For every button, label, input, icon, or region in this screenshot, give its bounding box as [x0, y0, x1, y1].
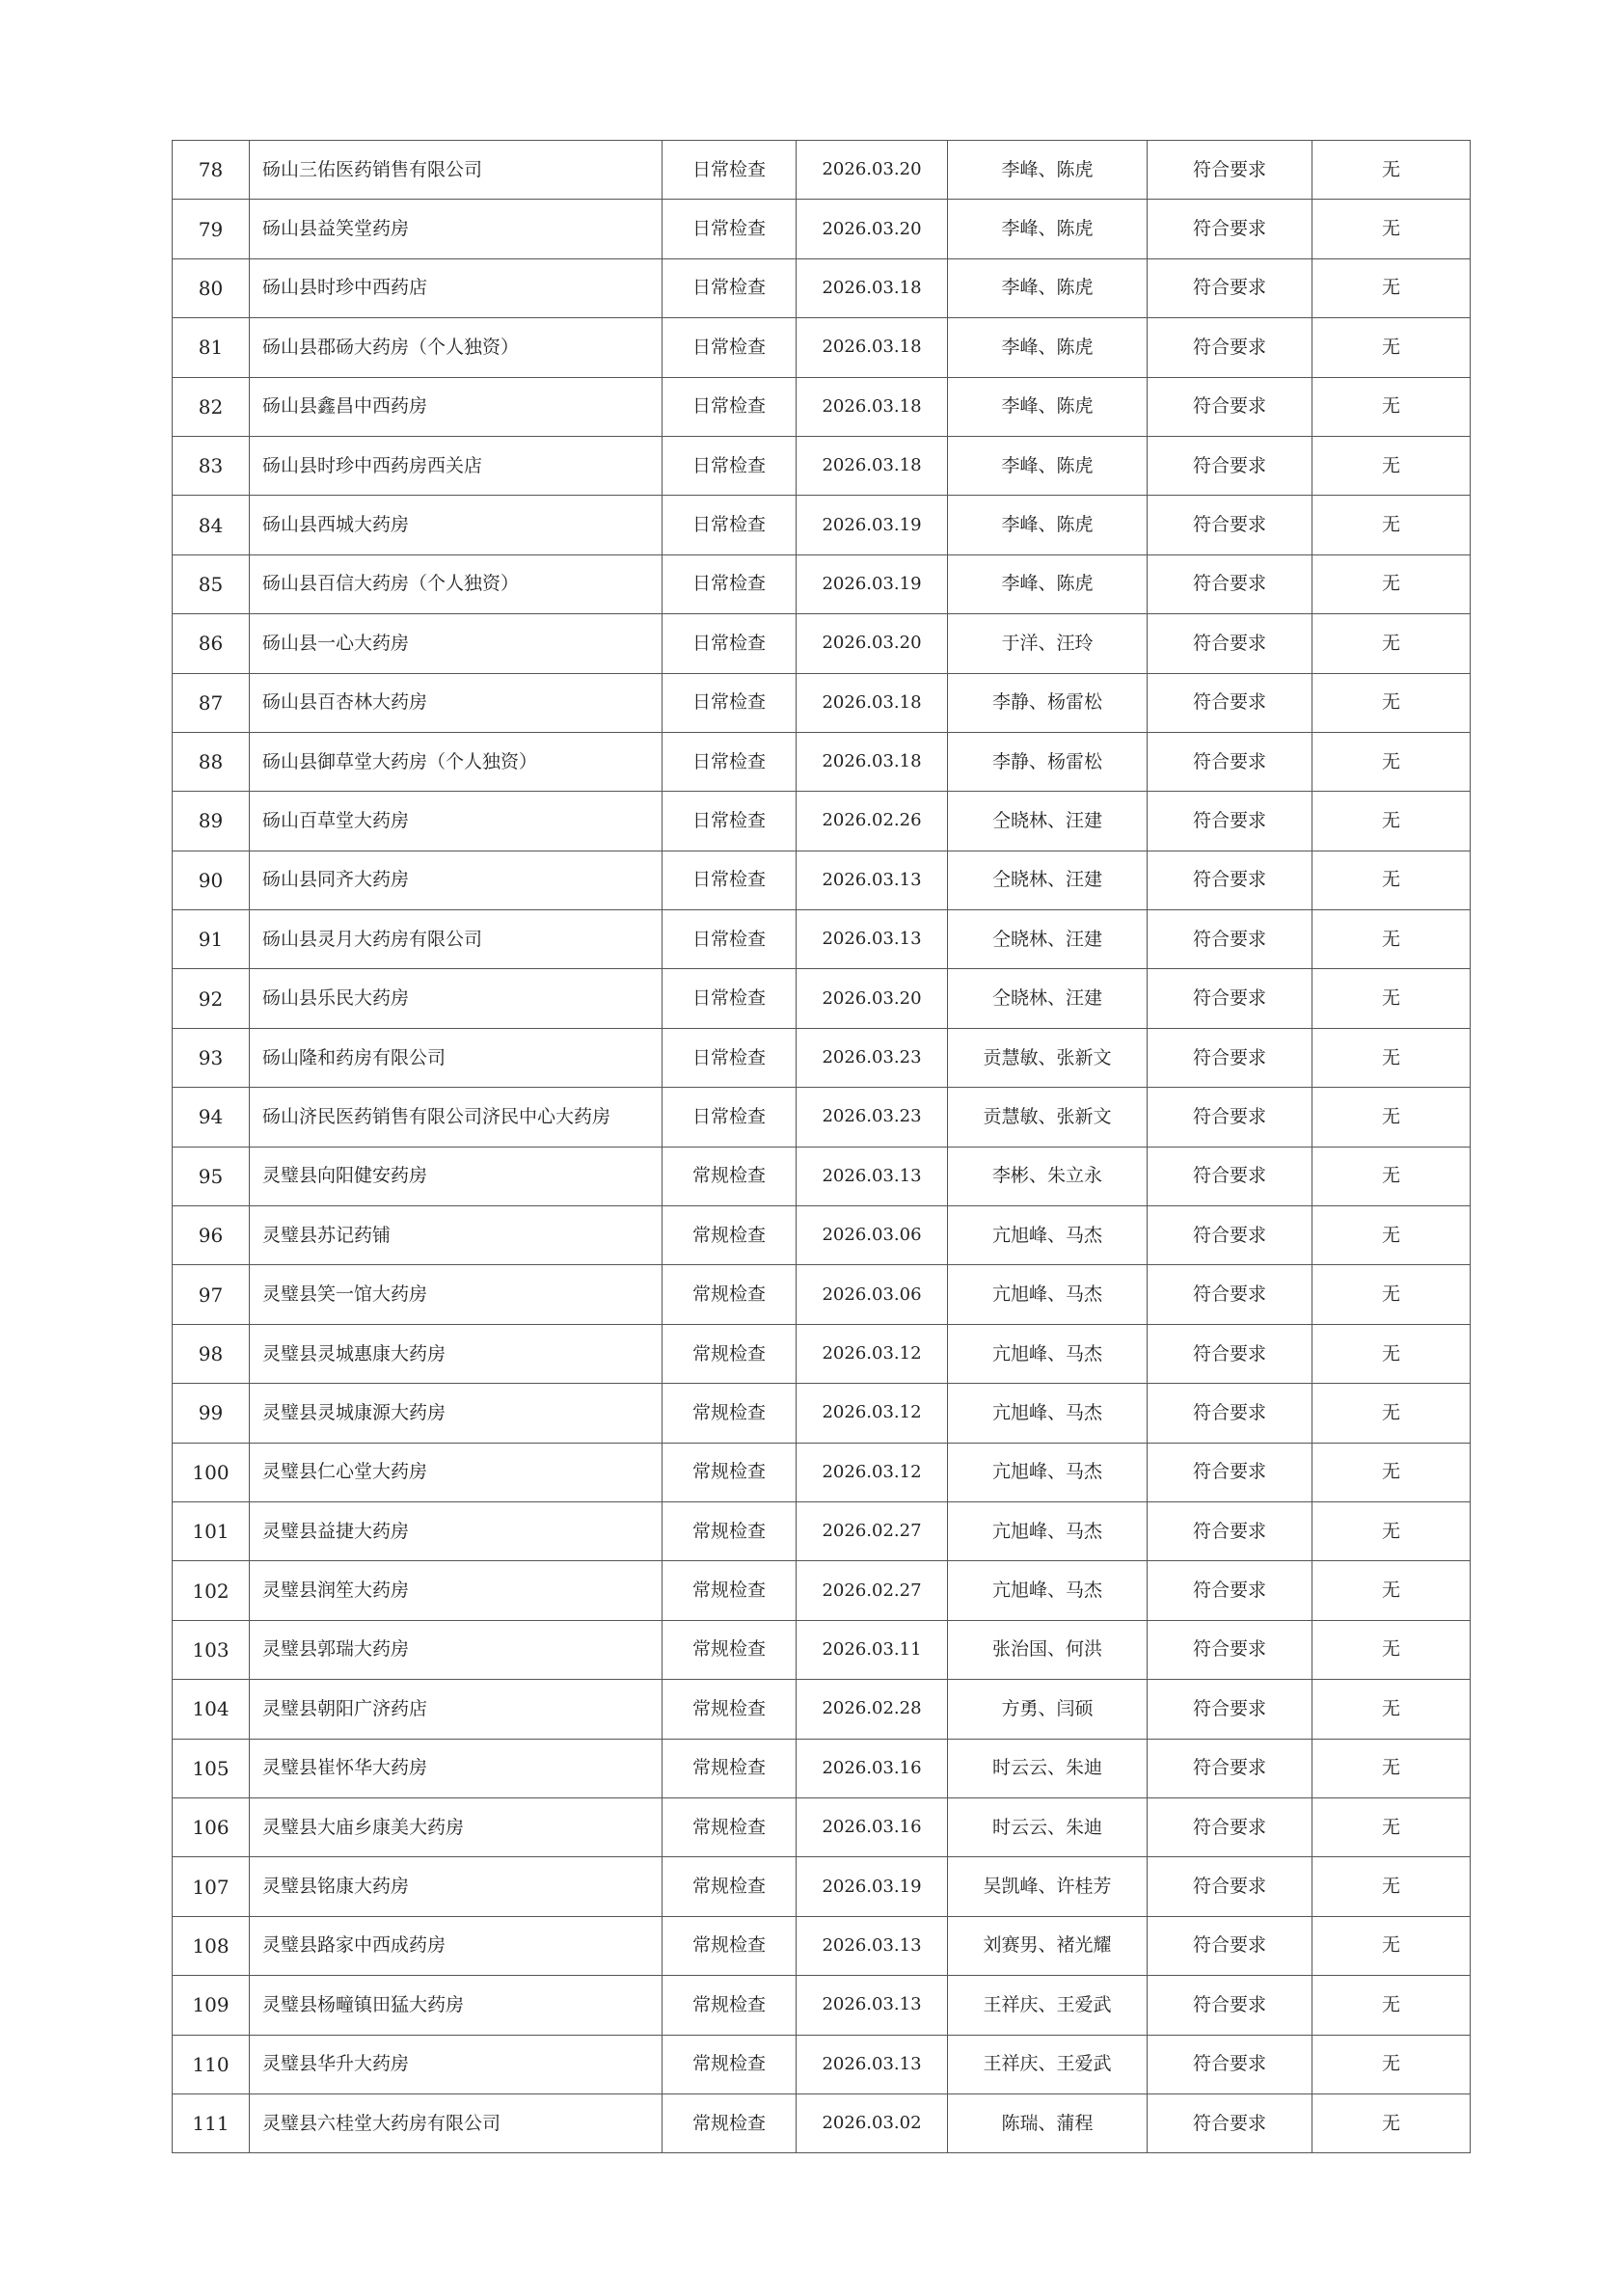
pharmacy-name: 砀山县时珍中西药房西关店: [250, 436, 663, 495]
inspection-type: 日常检查: [663, 200, 797, 258]
pharmacy-name: 灵璧县向阳健安药房: [250, 1147, 663, 1205]
remark: 无: [1312, 1443, 1471, 1501]
row-number: 82: [173, 377, 250, 436]
inspection-type: 日常检查: [663, 377, 797, 436]
inspection-result: 符合要求: [1148, 496, 1312, 554]
table-row: [173, 436, 1471, 495]
inspection-date: 2026.03.13: [797, 1916, 948, 1975]
row-number: 88: [173, 732, 250, 791]
remark: 无: [1312, 1561, 1471, 1620]
row-number: 102: [173, 1561, 250, 1620]
inspectors: 李峰、陈虎: [948, 436, 1148, 495]
inspection-date: 2026.03.16: [797, 1739, 948, 1797]
inspection-result: 符合要求: [1148, 1857, 1312, 1916]
inspectors: 贡慧敏、张新文: [948, 1028, 1148, 1087]
remark: 无: [1312, 1620, 1471, 1679]
table-row: [173, 1028, 1471, 1087]
inspection-date: 2026.03.20: [797, 969, 948, 1028]
row-number: 92: [173, 969, 250, 1028]
pharmacy-name: 砀山济民医药销售有限公司济民中心大药房: [250, 1088, 663, 1147]
pharmacy-name: 砀山县百杏林大药房: [250, 673, 663, 732]
inspection-type: 日常检查: [663, 554, 797, 613]
remark: 无: [1312, 732, 1471, 791]
inspection-date: 2026.03.12: [797, 1384, 948, 1443]
remark: 无: [1312, 318, 1471, 377]
inspection-date: 2026.02.26: [797, 792, 948, 851]
table-row: [173, 1976, 1471, 2035]
inspection-date: 2026.03.06: [797, 1206, 948, 1265]
row-number: 84: [173, 496, 250, 554]
table-row: [173, 1857, 1471, 1916]
inspection-date: 2026.03.20: [797, 141, 948, 200]
inspection-result: 符合要求: [1148, 1620, 1312, 1679]
table-row: [173, 1324, 1471, 1383]
row-number: 81: [173, 318, 250, 377]
inspection-result: 符合要求: [1148, 969, 1312, 1028]
inspection-type: 日常检查: [663, 673, 797, 732]
inspectors: 李峰、陈虎: [948, 318, 1148, 377]
row-number: 109: [173, 1976, 250, 2035]
inspection-type: 常规检查: [663, 1265, 797, 1324]
inspection-date: 2026.03.06: [797, 1265, 948, 1324]
inspection-date: 2026.03.23: [797, 1028, 948, 1087]
inspection-date: 2026.03.18: [797, 258, 948, 317]
inspection-type: 常规检查: [663, 1324, 797, 1383]
inspection-result: 符合要求: [1148, 1265, 1312, 1324]
row-number: 96: [173, 1206, 250, 1265]
remark: 无: [1312, 1088, 1471, 1147]
inspectors: 时云云、朱迪: [948, 1797, 1148, 1856]
remark: 无: [1312, 1147, 1471, 1205]
remark: 无: [1312, 1916, 1471, 1975]
row-number: 108: [173, 1916, 250, 1975]
pharmacy-name: 砀山县百信大药房（个人独资）: [250, 554, 663, 613]
table-body: [173, 141, 1471, 2153]
pharmacy-name: 灵璧县灵城康源大药房: [250, 1384, 663, 1443]
inspection-date: 2026.03.13: [797, 1976, 948, 2035]
inspectors: 亢旭峰、马杰: [948, 1384, 1148, 1443]
row-number: 79: [173, 200, 250, 258]
inspection-date: 2026.03.12: [797, 1443, 948, 1501]
table-row: [173, 969, 1471, 1028]
remark: 无: [1312, 2093, 1471, 2152]
pharmacy-name: 砀山县鑫昌中西药房: [250, 377, 663, 436]
table-row: [173, 258, 1471, 317]
remark: 无: [1312, 1680, 1471, 1739]
remark: 无: [1312, 910, 1471, 969]
table-row: [173, 1265, 1471, 1324]
inspectors: 李峰、陈虎: [948, 200, 1148, 258]
inspectors: 时云云、朱迪: [948, 1739, 1148, 1797]
table-row: [173, 141, 1471, 200]
remark: 无: [1312, 1501, 1471, 1560]
inspection-type: 日常检查: [663, 496, 797, 554]
table-row: [173, 1206, 1471, 1265]
pharmacy-name: 砀山县御草堂大药房（个人独资）: [250, 732, 663, 791]
inspection-result: 符合要求: [1148, 1501, 1312, 1560]
inspection-type: 常规检查: [663, 1797, 797, 1856]
inspection-date: 2026.03.13: [797, 1147, 948, 1205]
remark: 无: [1312, 673, 1471, 732]
pharmacy-name: 灵璧县灵城惠康大药房: [250, 1324, 663, 1383]
table-row: [173, 732, 1471, 791]
inspection-result: 符合要求: [1148, 377, 1312, 436]
inspection-date: 2026.03.18: [797, 673, 948, 732]
inspection-result: 符合要求: [1148, 1028, 1312, 1087]
inspectors: 李峰、陈虎: [948, 258, 1148, 317]
table-row: [173, 1620, 1471, 1679]
inspection-type: 日常检查: [663, 851, 797, 909]
remark: 无: [1312, 258, 1471, 317]
inspection-date: 2026.03.18: [797, 318, 948, 377]
inspection-type: 常规检查: [663, 1206, 797, 1265]
inspection-date: 2026.03.20: [797, 200, 948, 258]
inspection-date: 2026.03.16: [797, 1797, 948, 1856]
pharmacy-name: 砀山县灵月大药房有限公司: [250, 910, 663, 969]
remark: 无: [1312, 554, 1471, 613]
inspectors: 仝晓林、汪建: [948, 969, 1148, 1028]
inspection-result: 符合要求: [1148, 318, 1312, 377]
table-row: [173, 910, 1471, 969]
row-number: 80: [173, 258, 250, 317]
inspectors: 张治国、何洪: [948, 1620, 1148, 1679]
inspection-type: 日常检查: [663, 141, 797, 200]
inspection-result: 符合要求: [1148, 1206, 1312, 1265]
row-number: 85: [173, 554, 250, 613]
inspection-result: 符合要求: [1148, 258, 1312, 317]
remark: 无: [1312, 1857, 1471, 1916]
inspection-type: 常规检查: [663, 1976, 797, 2035]
inspection-date: 2026.03.20: [797, 614, 948, 673]
row-number: 98: [173, 1324, 250, 1383]
pharmacy-name: 砀山县一心大药房: [250, 614, 663, 673]
row-number: 91: [173, 910, 250, 969]
inspection-type: 常规检查: [663, 1384, 797, 1443]
inspection-type: 日常检查: [663, 258, 797, 317]
remark: 无: [1312, 1797, 1471, 1856]
pharmacy-name: 灵璧县润笙大药房: [250, 1561, 663, 1620]
pharmacy-name: 砀山县时珍中西药店: [250, 258, 663, 317]
inspection-date: 2026.03.19: [797, 1857, 948, 1916]
table-row: [173, 318, 1471, 377]
inspectors: 于洋、汪玲: [948, 614, 1148, 673]
pharmacy-name: 灵璧县益捷大药房: [250, 1501, 663, 1560]
remark: 无: [1312, 1324, 1471, 1383]
inspection-result: 符合要求: [1148, 1916, 1312, 1975]
row-number: 93: [173, 1028, 250, 1087]
remark: 无: [1312, 1976, 1471, 2035]
inspection-date: 2026.02.27: [797, 1501, 948, 1560]
table-row: [173, 1561, 1471, 1620]
row-number: 97: [173, 1265, 250, 1324]
table-row: [173, 792, 1471, 851]
remark: 无: [1312, 851, 1471, 909]
remark: 无: [1312, 496, 1471, 554]
inspection-type: 常规检查: [663, 2093, 797, 2152]
row-number: 103: [173, 1620, 250, 1679]
inspection-result: 符合要求: [1148, 1443, 1312, 1501]
inspectors: 贡慧敏、张新文: [948, 1088, 1148, 1147]
pharmacy-name: 砀山三佑医药销售有限公司: [250, 141, 663, 200]
inspection-type: 常规检查: [663, 1680, 797, 1739]
remark: 无: [1312, 969, 1471, 1028]
pharmacy-name: 灵璧县仁心堂大药房: [250, 1443, 663, 1501]
remark: 无: [1312, 1265, 1471, 1324]
inspectors: 刘赛男、褚光耀: [948, 1916, 1148, 1975]
inspectors: 亢旭峰、马杰: [948, 1265, 1148, 1324]
row-number: 100: [173, 1443, 250, 1501]
pharmacy-name: 灵璧县大庙乡康美大药房: [250, 1797, 663, 1856]
inspection-date: 2026.03.18: [797, 377, 948, 436]
inspectors: 亢旭峰、马杰: [948, 1324, 1148, 1383]
inspectors: 亢旭峰、马杰: [948, 1561, 1148, 1620]
row-number: 111: [173, 2093, 250, 2152]
table-row: [173, 851, 1471, 909]
table-row: [173, 1443, 1471, 1501]
inspection-date: 2026.03.19: [797, 496, 948, 554]
inspection-result: 符合要求: [1148, 1797, 1312, 1856]
row-number: 78: [173, 141, 250, 200]
inspection-type: 常规检查: [663, 1857, 797, 1916]
inspection-date: 2026.03.23: [797, 1088, 948, 1147]
inspection-type: 常规检查: [663, 1739, 797, 1797]
row-number: 89: [173, 792, 250, 851]
inspectors: 王祥庆、王爱武: [948, 1976, 1148, 2035]
inspection-type: 日常检查: [663, 436, 797, 495]
table-row: [173, 1739, 1471, 1797]
table-row: [173, 2093, 1471, 2152]
pharmacy-name: 灵璧县铭康大药房: [250, 1857, 663, 1916]
inspection-date: 2026.03.02: [797, 2093, 948, 2152]
inspection-type: 日常检查: [663, 1028, 797, 1087]
inspection-result: 符合要求: [1148, 732, 1312, 791]
inspection-result: 符合要求: [1148, 673, 1312, 732]
pharmacy-name: 砀山隆和药房有限公司: [250, 1028, 663, 1087]
row-number: 90: [173, 851, 250, 909]
table-row: [173, 614, 1471, 673]
inspection-table: [172, 140, 1471, 2153]
inspection-result: 符合要求: [1148, 1324, 1312, 1383]
inspection-date: 2026.03.13: [797, 910, 948, 969]
row-number: 101: [173, 1501, 250, 1560]
row-number: 94: [173, 1088, 250, 1147]
pharmacy-name: 砀山县乐民大药房: [250, 969, 663, 1028]
table-row: [173, 377, 1471, 436]
inspectors: 陈瑞、蒲程: [948, 2093, 1148, 2152]
row-number: 95: [173, 1147, 250, 1205]
inspection-result: 符合要求: [1148, 1976, 1312, 2035]
inspection-result: 符合要求: [1148, 614, 1312, 673]
table-row: [173, 1501, 1471, 1560]
row-number: 87: [173, 673, 250, 732]
inspection-type: 常规检查: [663, 1443, 797, 1501]
inspection-result: 符合要求: [1148, 436, 1312, 495]
inspection-type: 日常检查: [663, 732, 797, 791]
inspection-type: 常规检查: [663, 1561, 797, 1620]
table-row: [173, 1797, 1471, 1856]
inspection-result: 符合要求: [1148, 554, 1312, 613]
remark: 无: [1312, 436, 1471, 495]
pharmacy-name: 砀山县益笑堂药房: [250, 200, 663, 258]
table-row: [173, 200, 1471, 258]
pharmacy-name: 灵璧县路家中西成药房: [250, 1916, 663, 1975]
remark: 无: [1312, 1739, 1471, 1797]
inspection-result: 符合要求: [1148, 1561, 1312, 1620]
pharmacy-name: 砀山县西城大药房: [250, 496, 663, 554]
row-number: 110: [173, 2035, 250, 2093]
table-row: [173, 1916, 1471, 1975]
inspectors: 吴凯峰、许桂芳: [948, 1857, 1148, 1916]
inspection-result: 符合要求: [1148, 910, 1312, 969]
remark: 无: [1312, 200, 1471, 258]
inspection-result: 符合要求: [1148, 792, 1312, 851]
inspectors: 仝晓林、汪建: [948, 851, 1148, 909]
table-row: [173, 1088, 1471, 1147]
pharmacy-name: 砀山县同齐大药房: [250, 851, 663, 909]
row-number: 106: [173, 1797, 250, 1856]
table-row: [173, 554, 1471, 613]
pharmacy-name: 砀山百草堂大药房: [250, 792, 663, 851]
table-row: [173, 2035, 1471, 2093]
inspectors: 李彬、朱立永: [948, 1147, 1148, 1205]
inspection-type: 常规检查: [663, 1147, 797, 1205]
inspection-type: 日常检查: [663, 792, 797, 851]
row-number: 105: [173, 1739, 250, 1797]
inspection-result: 符合要求: [1148, 1147, 1312, 1205]
inspection-date: 2026.03.12: [797, 1324, 948, 1383]
inspection-result: 符合要求: [1148, 851, 1312, 909]
inspectors: 仝晓林、汪建: [948, 792, 1148, 851]
inspectors: 亢旭峰、马杰: [948, 1443, 1148, 1501]
inspection-date: 2026.03.18: [797, 436, 948, 495]
inspection-type: 常规检查: [663, 1916, 797, 1975]
inspectors: 方勇、闫硕: [948, 1680, 1148, 1739]
inspection-date: 2026.03.11: [797, 1620, 948, 1679]
inspectors: 李静、杨雷松: [948, 673, 1148, 732]
pharmacy-name: 灵璧县六桂堂大药房有限公司: [250, 2093, 663, 2152]
remark: 无: [1312, 2035, 1471, 2093]
remark: 无: [1312, 141, 1471, 200]
remark: 无: [1312, 792, 1471, 851]
row-number: 83: [173, 436, 250, 495]
row-number: 99: [173, 1384, 250, 1443]
inspection-result: 符合要求: [1148, 1384, 1312, 1443]
inspection-date: 2026.02.27: [797, 1561, 948, 1620]
inspection-result: 符合要求: [1148, 200, 1312, 258]
inspection-type: 日常检查: [663, 910, 797, 969]
pharmacy-name: 灵璧县朝阳广济药店: [250, 1680, 663, 1739]
inspectors: 王祥庆、王爱武: [948, 2035, 1148, 2093]
inspection-type: 日常检查: [663, 318, 797, 377]
row-number: 86: [173, 614, 250, 673]
row-number: 107: [173, 1857, 250, 1916]
inspection-date: 2026.03.13: [797, 2035, 948, 2093]
pharmacy-name: 灵璧县杨疃镇田猛大药房: [250, 1976, 663, 2035]
inspection-type: 日常检查: [663, 1088, 797, 1147]
table-row: [173, 1384, 1471, 1443]
inspection-date: 2026.03.18: [797, 732, 948, 791]
inspectors: 李峰、陈虎: [948, 554, 1148, 613]
inspectors: 李峰、陈虎: [948, 377, 1148, 436]
inspectors: 亢旭峰、马杰: [948, 1206, 1148, 1265]
inspection-date: 2026.03.19: [797, 554, 948, 613]
remark: 无: [1312, 1206, 1471, 1265]
pharmacy-name: 砀山县郡砀大药房（个人独资）: [250, 318, 663, 377]
inspection-result: 符合要求: [1148, 1680, 1312, 1739]
pharmacy-name: 灵璧县崔怀华大药房: [250, 1739, 663, 1797]
remark: 无: [1312, 377, 1471, 436]
inspectors: 仝晓林、汪建: [948, 910, 1148, 969]
pharmacy-name: 灵璧县郭瑞大药房: [250, 1620, 663, 1679]
pharmacy-name: 灵璧县苏记药铺: [250, 1206, 663, 1265]
inspection-date: 2026.03.13: [797, 851, 948, 909]
remark: 无: [1312, 614, 1471, 673]
table-row: [173, 496, 1471, 554]
remark: 无: [1312, 1028, 1471, 1087]
inspectors: 李静、杨雷松: [948, 732, 1148, 791]
inspection-result: 符合要求: [1148, 1088, 1312, 1147]
inspection-type: 日常检查: [663, 614, 797, 673]
inspection-date: 2026.02.28: [797, 1680, 948, 1739]
inspection-result: 符合要求: [1148, 2035, 1312, 2093]
inspection-result: 符合要求: [1148, 141, 1312, 200]
inspection-result: 符合要求: [1148, 2093, 1312, 2152]
inspection-type: 常规检查: [663, 2035, 797, 2093]
remark: 无: [1312, 1384, 1471, 1443]
table-row: [173, 673, 1471, 732]
row-number: 104: [173, 1680, 250, 1739]
inspection-type: 常规检查: [663, 1620, 797, 1679]
pharmacy-name: 灵璧县笑一馆大药房: [250, 1265, 663, 1324]
table-row: [173, 1147, 1471, 1205]
inspection-result: 符合要求: [1148, 1739, 1312, 1797]
inspectors: 亢旭峰、马杰: [948, 1501, 1148, 1560]
inspection-type: 常规检查: [663, 1501, 797, 1560]
inspectors: 李峰、陈虎: [948, 141, 1148, 200]
inspection-type: 日常检查: [663, 969, 797, 1028]
table-row: [173, 1680, 1471, 1739]
inspectors: 李峰、陈虎: [948, 496, 1148, 554]
pharmacy-name: 灵璧县华升大药房: [250, 2035, 663, 2093]
